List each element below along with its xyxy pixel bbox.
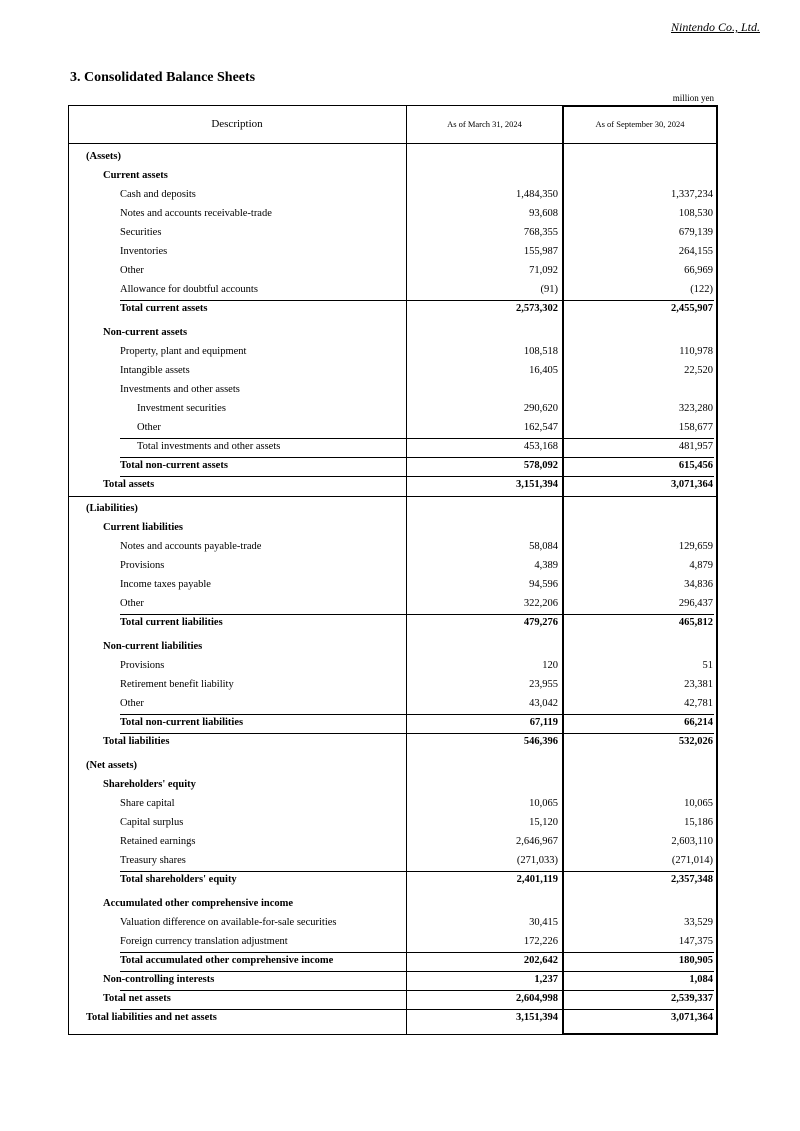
row-label: Foreign currency translation adjustment <box>120 936 288 947</box>
table-row <box>68 614 718 633</box>
value-september-2024: 3,071,364 <box>671 1012 713 1023</box>
table-row <box>68 871 718 890</box>
subtotal-rule <box>564 457 714 458</box>
value-september-2024: 264,155 <box>678 246 713 257</box>
row-label: Total accumulated other comprehensive income <box>120 955 334 966</box>
value-march-2024: 1,484,350 <box>516 189 558 200</box>
value-march-2024: 16,405 <box>529 365 558 376</box>
value-september-2024: 42,781 <box>684 698 713 709</box>
value-march-2024: 10,065 <box>529 798 558 809</box>
table-row <box>68 595 718 614</box>
table-row <box>68 243 718 262</box>
subtotal-rule <box>564 971 714 972</box>
value-september-2024: 158,677 <box>678 422 713 433</box>
row-label: Total liabilities and net assets <box>86 1012 217 1023</box>
balance-sheet-table <box>68 105 718 1035</box>
subtotal-rule <box>120 438 562 439</box>
table-row <box>68 833 718 852</box>
value-march-2024: 58,084 <box>529 541 558 552</box>
row-label: (Assets) <box>86 151 121 162</box>
subtotal-rule <box>120 1009 562 1010</box>
subtotal-rule <box>564 990 714 991</box>
value-march-2024: 2,604,998 <box>516 993 558 1004</box>
value-september-2024: 23,381 <box>684 679 713 690</box>
value-march-2024: (91) <box>540 284 558 295</box>
row-label: Securities <box>120 227 162 238</box>
row-label: (Net assets) <box>86 760 138 771</box>
table-row <box>68 1009 718 1028</box>
table-row <box>68 224 718 243</box>
value-march-2024: 108,518 <box>523 346 558 357</box>
value-march-2024: 67,119 <box>529 717 558 728</box>
table-row <box>68 933 718 952</box>
value-september-2024: 147,375 <box>678 936 713 947</box>
value-september-2024: 129,659 <box>678 541 713 552</box>
value-september-2024: 34,836 <box>684 579 713 590</box>
subtotal-rule <box>120 714 562 715</box>
table-row <box>68 167 718 186</box>
row-label: Other <box>120 598 144 609</box>
row-label: Total assets <box>103 479 155 490</box>
table-row <box>68 148 718 167</box>
subtotal-rule <box>564 733 714 734</box>
subtotal-rule <box>120 300 562 301</box>
row-label: Non-controlling interests <box>103 974 215 985</box>
row-label: Share capital <box>120 798 175 809</box>
value-march-2024: 172,226 <box>523 936 558 947</box>
value-march-2024: (271,033) <box>516 855 558 866</box>
row-label: Retirement benefit liability <box>120 679 234 690</box>
row-label: Total shareholders' equity <box>120 874 237 885</box>
row-label: Other <box>137 422 161 433</box>
table-row <box>68 186 718 205</box>
subtotal-rule <box>564 438 714 439</box>
value-march-2024: 120 <box>542 660 558 671</box>
value-september-2024: 66,969 <box>684 265 713 276</box>
row-label: Total current liabilities <box>120 617 223 628</box>
header-september-2024: As of September 30, 2024 <box>595 119 685 129</box>
value-september-2024: 2,357,348 <box>671 874 713 885</box>
row-label: Current assets <box>103 170 168 181</box>
row-label: Property, plant and equipment <box>120 346 247 357</box>
value-september-2024: 180,905 <box>678 955 713 966</box>
row-label: Other <box>120 698 144 709</box>
value-march-2024: 1,237 <box>534 974 558 985</box>
table-row <box>68 657 718 676</box>
row-label: Valuation difference on available-for-sale securities <box>120 917 337 928</box>
value-march-2024: 546,396 <box>523 736 558 747</box>
row-label: Notes and accounts receivable-trade <box>120 208 272 219</box>
value-march-2024: 453,168 <box>523 441 558 452</box>
value-september-2024: 51 <box>702 660 713 671</box>
subtotal-rule <box>564 1009 714 1010</box>
header-description: Description <box>211 118 263 130</box>
subtotal-rule <box>120 614 562 615</box>
table-row <box>68 676 718 695</box>
subtotal-rule <box>564 714 714 715</box>
value-march-2024: 15,120 <box>529 817 558 828</box>
table-row <box>68 695 718 714</box>
table-row <box>68 419 718 438</box>
table-row <box>68 638 718 657</box>
subtotal-rule <box>564 476 714 477</box>
row-label: Treasury shares <box>120 855 186 866</box>
value-september-2024: 2,603,110 <box>671 836 713 847</box>
subtotal-rule <box>564 614 714 615</box>
value-march-2024: 71,092 <box>529 265 558 276</box>
table-row <box>68 281 718 300</box>
table-row <box>68 205 718 224</box>
value-september-2024: 110,978 <box>679 346 713 357</box>
subtotal-rule <box>564 871 714 872</box>
value-march-2024: 322,206 <box>523 598 558 609</box>
row-label: Accumulated other comprehensive income <box>103 898 294 909</box>
table-row <box>68 557 718 576</box>
row-label: Allowance for doubtful accounts <box>120 284 258 295</box>
row-label: Total non-current liabilities <box>120 717 244 728</box>
value-september-2024: 4,879 <box>689 560 713 571</box>
table-row <box>68 262 718 281</box>
page-title: 3. Consolidated Balance Sheets <box>70 70 256 85</box>
value-september-2024: 465,812 <box>678 617 713 628</box>
subtotal-rule <box>120 457 562 458</box>
value-march-2024: 155,987 <box>523 246 558 257</box>
subtotal-rule <box>120 476 562 477</box>
row-label: Non-current assets <box>103 327 188 338</box>
row-label: Shareholders' equity <box>103 779 196 790</box>
subtotal-rule <box>120 952 562 953</box>
value-september-2024: 323,280 <box>678 403 713 414</box>
row-label: Total current assets <box>120 303 208 314</box>
row-label: Total net assets <box>103 993 171 1004</box>
table-row <box>68 362 718 381</box>
row-label: Total non-current assets <box>120 460 228 471</box>
value-september-2024: 10,065 <box>684 798 713 809</box>
value-september-2024: 296,437 <box>678 598 713 609</box>
value-september-2024: 2,539,337 <box>671 993 713 1004</box>
value-march-2024: 23,955 <box>529 679 558 690</box>
value-september-2024: 1,337,234 <box>671 189 713 200</box>
table-row <box>68 714 718 733</box>
value-march-2024: 202,642 <box>523 955 558 966</box>
value-september-2024: (122) <box>690 284 713 295</box>
row-label: Capital surplus <box>120 817 184 828</box>
row-label: (Liabilities) <box>86 503 138 514</box>
row-label: Investment securities <box>137 403 226 414</box>
value-march-2024: 94,596 <box>529 579 558 590</box>
table-row <box>68 500 718 519</box>
table-row <box>68 814 718 833</box>
value-march-2024: 2,646,967 <box>516 836 558 847</box>
value-march-2024: 2,401,119 <box>516 874 558 885</box>
unit-label: million yen <box>672 93 714 103</box>
header-march-2024: As of March 31, 2024 <box>447 119 522 129</box>
row-label: Cash and deposits <box>120 189 196 200</box>
value-september-2024: 33,529 <box>684 917 713 928</box>
row-label: Non-current liabilities <box>103 641 203 652</box>
table-row <box>68 852 718 871</box>
table-row <box>68 476 718 495</box>
table-row <box>68 400 718 419</box>
table-row <box>68 343 718 362</box>
table-row <box>68 952 718 971</box>
row-label: Total liabilities <box>103 736 170 747</box>
row-label: Provisions <box>120 560 165 571</box>
table-row <box>68 538 718 557</box>
table-row <box>68 971 718 990</box>
value-march-2024: 93,608 <box>529 208 558 219</box>
row-label: Retained earnings <box>120 836 196 847</box>
subtotal-rule <box>120 871 562 872</box>
value-march-2024: 768,355 <box>523 227 558 238</box>
value-march-2024: 43,042 <box>529 698 558 709</box>
row-label: Current liabilities <box>103 522 184 533</box>
value-september-2024: 481,957 <box>678 441 713 452</box>
row-label: Inventories <box>120 246 168 257</box>
table-row <box>68 895 718 914</box>
table-row <box>68 300 718 319</box>
table-row <box>68 438 718 457</box>
row-label: Notes and accounts payable-trade <box>120 541 262 552</box>
table-row <box>68 776 718 795</box>
row-label: Investments and other assets <box>120 384 240 395</box>
value-september-2024: 2,455,907 <box>671 303 713 314</box>
row-label: Other <box>120 265 144 276</box>
row-label: Provisions <box>120 660 165 671</box>
value-september-2024: 22,520 <box>684 365 713 376</box>
value-september-2024: 615,456 <box>678 460 713 471</box>
value-september-2024: 15,186 <box>684 817 713 828</box>
value-september-2024: (271,014) <box>671 855 713 866</box>
value-march-2024: 290,620 <box>523 403 558 414</box>
value-september-2024: 679,139 <box>678 227 713 238</box>
value-march-2024: 30,415 <box>529 917 558 928</box>
table-row <box>68 324 718 343</box>
table-row <box>68 990 718 1009</box>
table-row <box>68 795 718 814</box>
subtotal-rule <box>564 300 714 301</box>
table-row <box>68 457 718 476</box>
value-march-2024: 3,151,394 <box>516 1012 558 1023</box>
row-label: Income taxes payable <box>120 579 211 590</box>
value-march-2024: 4,389 <box>534 560 558 571</box>
subtotal-rule <box>564 952 714 953</box>
row-label: Total investments and other assets <box>137 441 281 452</box>
value-september-2024: 108,530 <box>678 208 713 219</box>
value-march-2024: 162,547 <box>523 422 558 433</box>
table-row <box>68 757 718 776</box>
company-name: Nintendo Co., Ltd. <box>670 20 760 34</box>
subtotal-rule <box>120 733 562 734</box>
value-march-2024: 3,151,394 <box>516 479 558 490</box>
value-september-2024: 3,071,364 <box>671 479 713 490</box>
value-march-2024: 578,092 <box>523 460 558 471</box>
value-march-2024: 2,573,302 <box>516 303 558 314</box>
value-september-2024: 66,214 <box>684 717 713 728</box>
value-september-2024: 532,026 <box>678 736 713 747</box>
table-row <box>68 519 718 538</box>
value-march-2024: 479,276 <box>523 617 558 628</box>
value-september-2024: 1,084 <box>689 974 713 985</box>
row-label: Intangible assets <box>120 365 190 376</box>
table-row <box>68 576 718 595</box>
table-row <box>68 914 718 933</box>
table-row <box>68 381 718 400</box>
subtotal-rule <box>120 971 562 972</box>
table-row <box>68 733 718 752</box>
subtotal-rule <box>120 990 562 991</box>
